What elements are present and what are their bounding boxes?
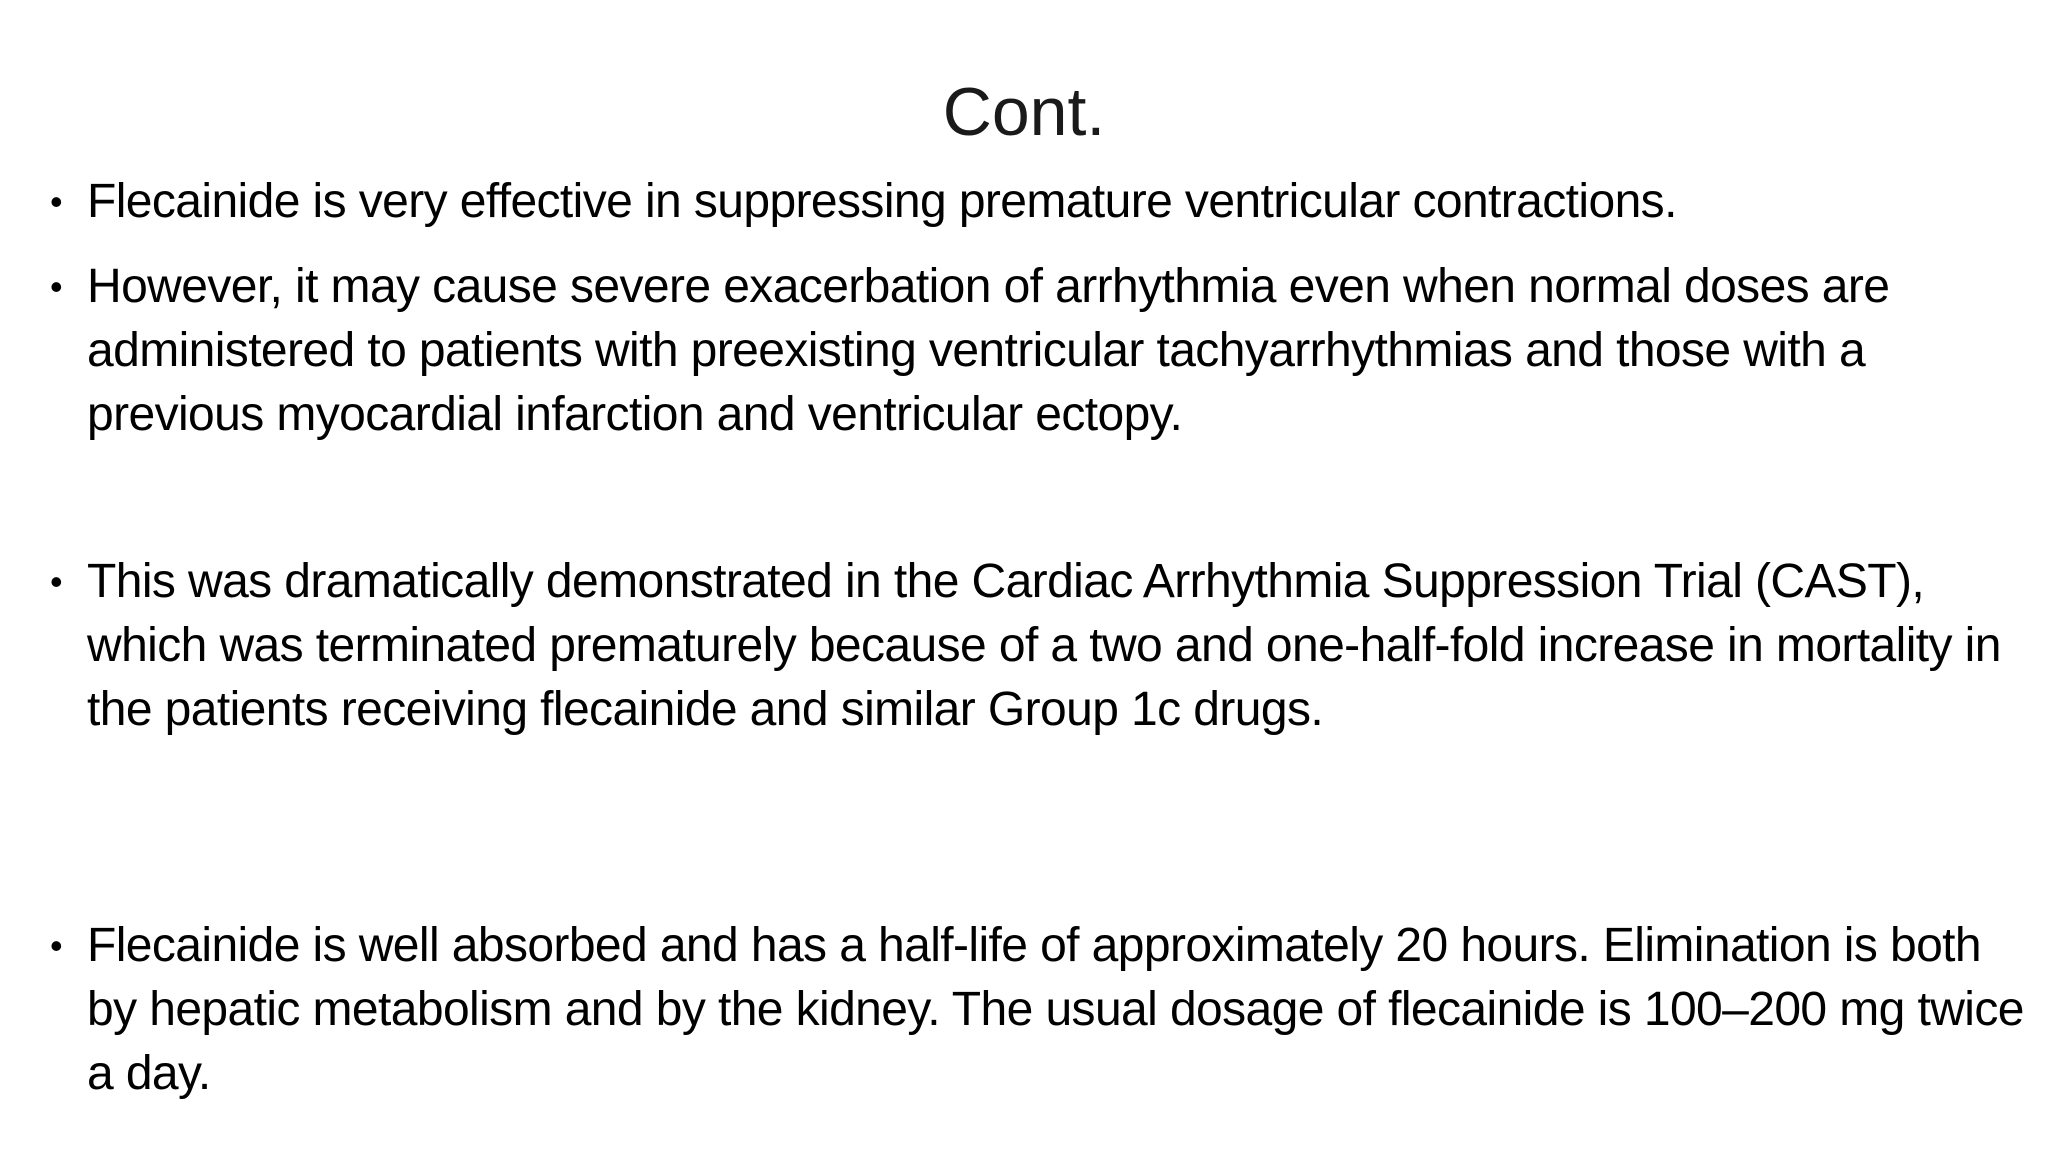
bullet-dot-icon: • [50,925,63,966]
bullet-text: Flecainide is very effective in suppressing premature ventricular contractions. [87,175,1677,228]
bullet-item [50,255,2040,447]
bullet-dot-icon: • [50,181,63,222]
bullet-text: This was dramatically demonstrated in the Cardiac Arrhythmia Suppression Trial (CAST), which was terminated prematurely because of a two and one-half-fold increase in mortality in the patients receiving flecainide and similar Group 1c drugs. [87,555,2001,736]
bullet-dot-icon: • [50,561,63,602]
slide-title: Cont. [942,74,1106,150]
bullet-item [50,550,2040,742]
bullet-dot-icon: • [50,266,63,307]
bullet-item [50,170,2040,234]
bullet-text: However, it may cause severe exacerbation of arrhythmia even when normal doses are administered to patients with preexisting ventricular tachyarrhythmias and those with a previous myocardial infarction and ventricular ectopy. [87,260,1890,441]
bullet-text: Flecainide is well absorbed and has a half-life of approximately 20 hours. Elimination is both by hepatic metabolism and by the kidney. The usual dosage of flecainide is 100–200 mg twice a day. [87,919,2024,1100]
bullet-item [50,914,2040,1106]
